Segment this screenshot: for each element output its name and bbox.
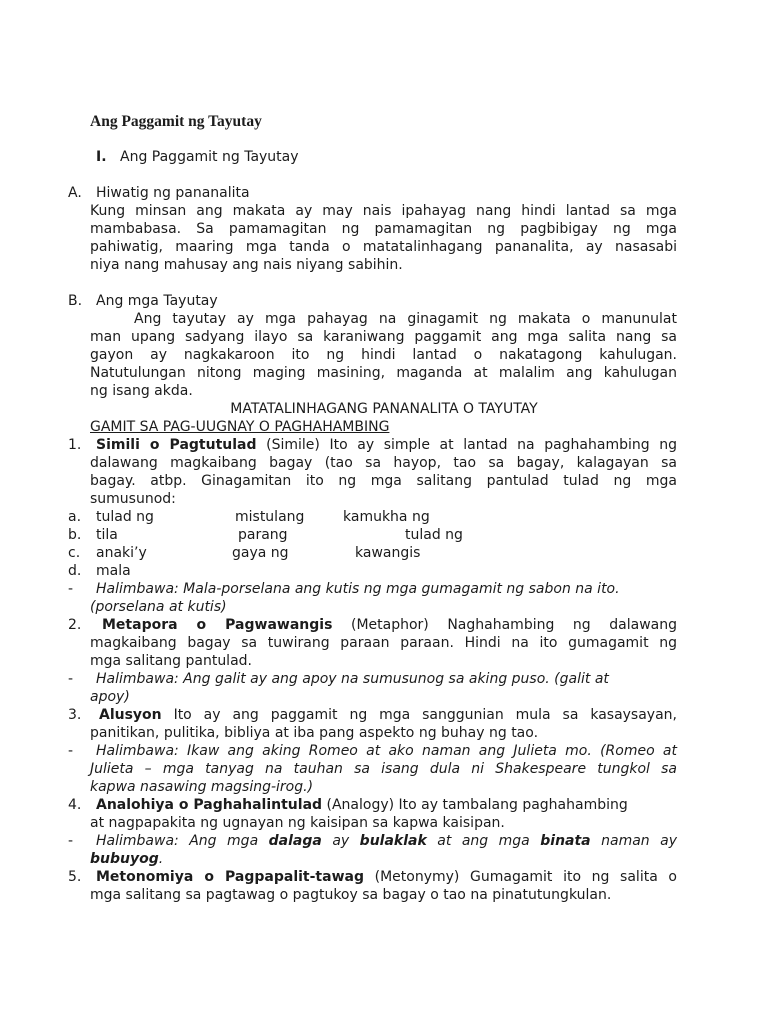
example-bold-word: bubuyog [90,851,159,867]
item-2-example: apoy) [90,689,130,705]
list-letter: d. [68,563,82,579]
item-1-text: (Simile) Ito ay simple at lantad na paghahambing ng [256,437,677,453]
item-number: 2. [68,617,82,633]
section-a-line: mambabasa. Sa pamamagitan ng pamamagitan ng pagbibigay ng mga [90,221,677,237]
item-number: 1. [68,437,82,453]
item-2-first-line [102,617,677,633]
section-a-marker: A. [68,185,82,201]
item-1-term: Simili o Pagtutulad [96,437,257,453]
list-word: kawangis [355,545,421,561]
item-2-text: (Metaphor) Naghahambing ng dalawang [332,617,677,633]
item-1-line: sumusunod: [90,491,176,507]
dash-marker: - [68,743,74,759]
item-2-line: mga salitang pantulad. [90,653,252,669]
example-text: naman ay [590,833,678,849]
item-3-example: Halimbawa: Ikaw ang aking Romeo at ako naman ang Julieta mo. (Romeo at [96,743,677,759]
section-b-line: gayon ay nagkakaroon ito ng hindi lantad o nakatagong kahulugan. [90,347,677,363]
section-b-heading: Ang mga Tayutay [96,293,218,309]
item-5-line: mga salitang sa pagtawag o pagtukoy sa bagay o tao na pinatutungkulan. [90,887,612,903]
item-3-example: kapwa nasawing magsing-irog.) [90,779,314,795]
example-text: Halimbawa: Ang mga [96,833,269,849]
item-4-line: at nagpapakita ng ugnayan ng kaisipan sa kapwa kaisipan. [90,815,505,831]
list-word: tulad ng [405,527,463,543]
item-2-term: Metapora o Pagwawangis [102,617,333,633]
item-4-term: Analohiya o Paghahalintulad [96,797,323,813]
item-2-example: Halimbawa: Ang galit ay ang apoy na sumusunog sa aking puso. (galit at [96,671,609,687]
item-5-first-line [96,869,677,885]
item-3-term: Alusyon [99,707,162,723]
dash-marker: - [68,581,74,597]
item-number: 4. [68,797,82,813]
item-2-line: magkaibang bagay sa tuwirang paraan paraan. Hindi na ito gumagamit ng [90,635,677,651]
item-1-first-line [96,437,677,453]
example-bold-word: bulaklak [359,833,427,849]
section-a-line: Kung minsan ang makata ay may nais ipahayag nang hindi lantad sa mga [90,203,677,219]
example-text: at ang mga [426,833,541,849]
document-title: Ang Paggamit ng Tayutay [90,113,262,130]
item-number: 5. [68,869,82,885]
section-a-heading: Hiwatig ng pananalita [96,185,250,201]
dash-marker: - [68,671,74,687]
section-a-line: pahiwatig, maaring mga tanda o matatalinhagang pananalita, ay nasasabi [90,239,677,255]
example-bold-word: binata [540,833,591,849]
item-3-text: Ito ay ang paggamit ng mga sanggunian mula sa kasaysayan, [161,707,677,723]
roman-heading: Ang Paggamit ng Tayutay [120,149,299,165]
example-bold-word: dalaga [268,833,322,849]
section-b-line: ng isang akda. [90,383,193,399]
item-3-line: panitikan, pulitika, bibliya at iba pang aspekto ng buhay ng tao. [90,725,539,741]
item-5-term: Metonomiya o Pagpapalit-tawag [96,869,364,885]
item-number: 3. [68,707,82,723]
section-b-marker: B. [68,293,83,309]
section-a-line: niya nang mahusay ang nais niyang sabihin. [90,257,403,273]
list-word: mala [96,563,131,579]
item-4-example [96,833,677,849]
list-word: gaya ng [232,545,289,561]
item-3-example: Julieta – mga tanyag na tauhan sa isang dula ni Shakespeare tungkol sa [90,761,677,777]
item-4-text: (Analogy) Ito ay tambalang paghahambing [322,797,628,813]
item-1-line: dalawang magkaibang bagay (tao sa hayop, tao sa bagay, kalagayan sa [90,455,677,471]
list-word: kamukha ng [343,509,430,525]
item-4-example-end [90,851,163,867]
item-1-example: Halimbawa: Mala-porselana ang kutis ng mga gumagamit ng sabon na ito. [96,581,620,597]
dash-marker: - [68,833,74,849]
underlined-heading: GAMIT SA PAG-UUGNAY O PAGHAHAMBING [90,419,390,435]
center-heading: MATATALINHAGANG PANANALITA O TAYUTAY [230,401,538,417]
list-letter: c. [68,545,81,561]
item-3-first-line [99,707,677,723]
item-1-example: (porselana at kutis) [90,599,227,615]
example-text: . [158,851,164,867]
list-word: tila [96,527,118,543]
list-word: mistulang [235,509,305,525]
list-word: tulad ng [96,509,154,525]
section-b-line: Ang tayutay ay mga pahayag na ginagamit ng makata o manunulat [134,311,677,327]
list-word: anaki’y [96,545,147,561]
list-letter: a. [68,509,82,525]
list-letter: b. [68,527,82,543]
example-text: ay [321,833,360,849]
item-5-text: (Metonymy) Gumagamit ito ng salita o [363,869,677,885]
section-b-line: Natutulungan nitong maging masining, maganda at malalim ang kahulugan [90,365,677,381]
item-1-line: bagay. atbp. Ginagamitan ito ng mga salitang pantulad tulad ng mga [90,473,677,489]
section-b-line: man upang sadyang ilayo sa karaniwang paggamit ang mga salita nang sa [90,329,677,345]
roman-numeral: I. [96,149,107,165]
item-4-first-line [96,797,628,813]
list-word: parang [238,527,288,543]
